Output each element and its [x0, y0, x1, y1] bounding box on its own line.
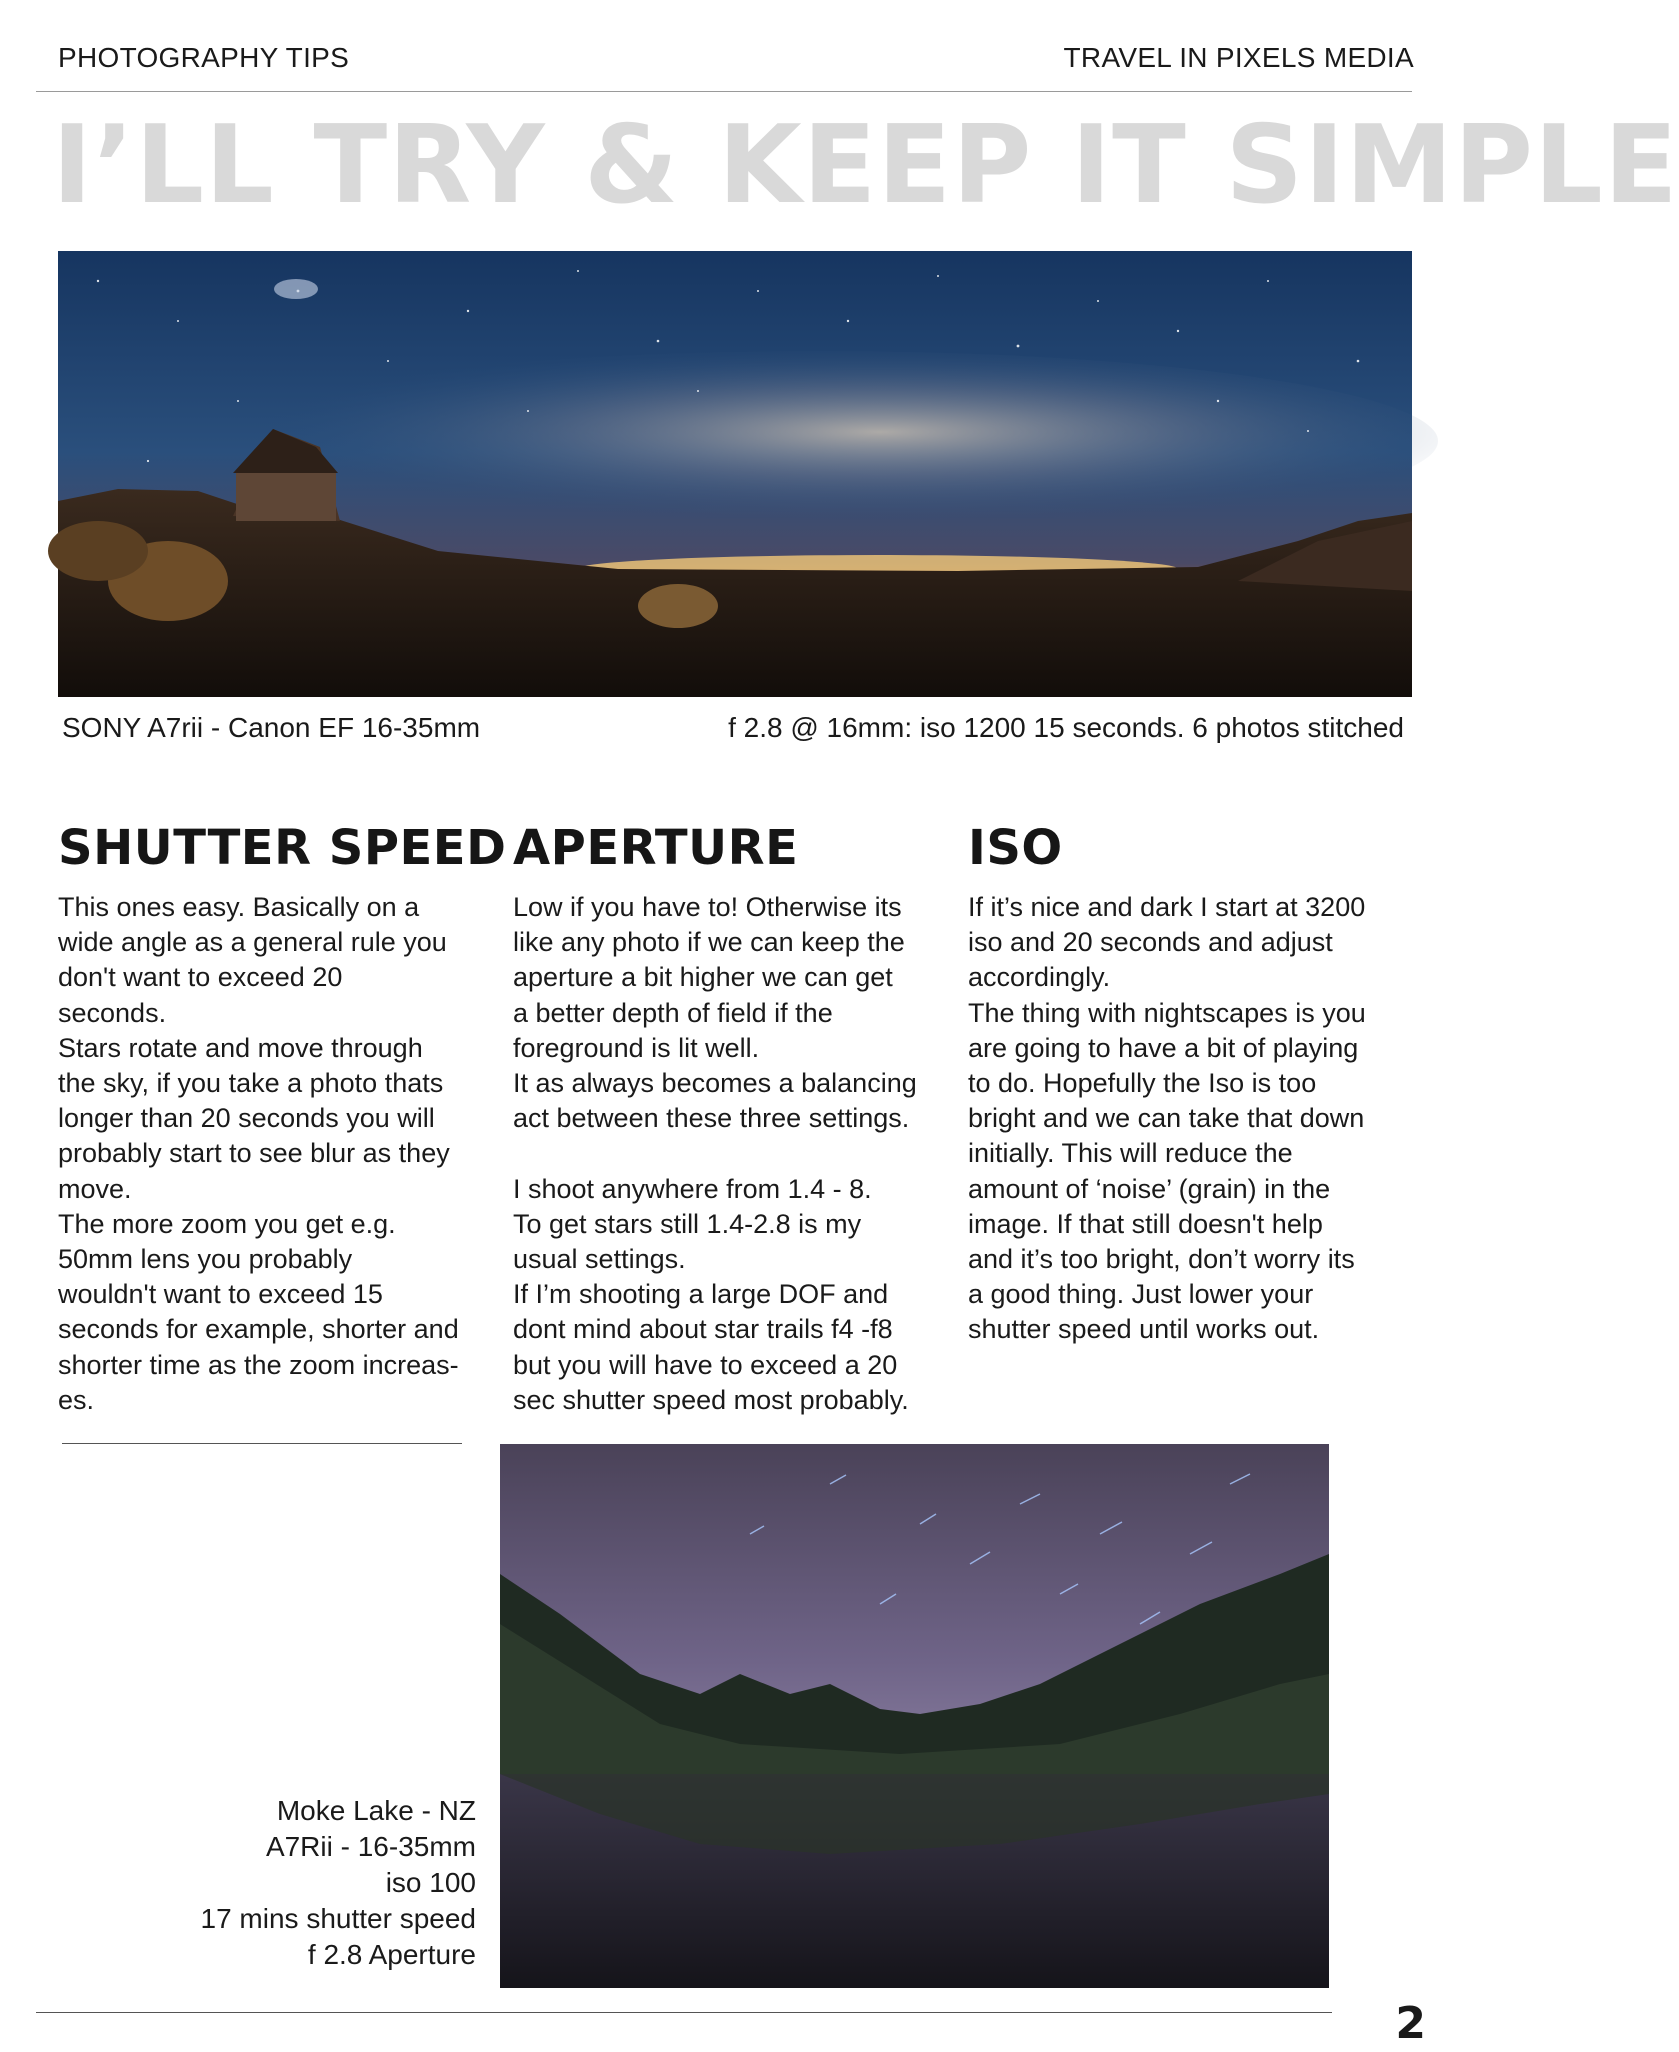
column-aperture — [513, 820, 953, 1418]
caption-line: iso 100 — [385, 1867, 476, 1898]
caption-line: f 2.8 Aperture — [307, 1939, 476, 1970]
moke-lake-photo — [500, 1444, 1329, 1988]
column-body: Low if you have to! Otherwise its like any photo if we can keep the aperture a bit higher we can get a better depth of field if the foreground is lit well. It as always becomes a balancing act between these three settings. I shoot anywhere from 1.4 - 8. To get stars still 1.4-2.8 is my usual settings. If I’m shooting a large DOF and dont mind about star trails f4 -f8 but you will have to exceed a 20 sec shutter speed most probably. — [513, 892, 917, 1415]
column-body: If it’s nice and dark I start at 3200 iso and 20 seconds and adjust accordingly. The thing with nightscapes is you are going to have a bit of playing to do. Hopefully the Iso is too bright and we can take that down initially. This will reduce the amount of ‘noise’ (grain) in the image. If that still doesn't help and it’s too bright, don’t worry its a good thing. Just lower your shutter speed until works out. — [968, 892, 1366, 1345]
caption-line: A7Rii - 16-35mm — [265, 1831, 476, 1862]
hero-night-panorama-photo — [58, 251, 1412, 697]
caption-line: 17 mins shutter speed — [200, 1903, 476, 1934]
caption-line: Moke Lake - NZ — [276, 1795, 476, 1826]
caption-divider — [62, 1443, 462, 1444]
header-divider — [36, 91, 1412, 92]
section-label: PHOTOGRAPHY TIPS — [58, 42, 350, 73]
publisher-label: TRAVEL IN PIXELS MEDIA — [1063, 42, 1414, 73]
hero-caption-settings: f 2.8 @ 16mm: iso 1200 15 seconds. 6 photos stitched — [728, 712, 1404, 743]
hero-caption-camera: SONY A7rii - Canon EF 16-35mm — [62, 712, 481, 743]
column-body: This ones easy. Basically on a wide angle as a general rule you don't want to exceed 20 seconds. Stars rotate and move through the sky, if you take a photo thats longer than 20 seconds you will probably start to see blur as they move. The more zoom you get e.g. 50mm lens you probably wouldn't want to exceed 15 seconds for example, shorter and shorter time as the zoom increas- es. — [58, 892, 459, 1415]
column-title: SHUTTER SPEED — [58, 820, 507, 876]
page-number: 2 — [1395, 1998, 1426, 2049]
lake-photo-caption — [201, 1793, 477, 1973]
column-title: ISO — [968, 820, 1063, 876]
column-shutter-speed — [58, 820, 507, 1418]
column-title: APERTURE — [513, 820, 799, 876]
page-headline: I’LL TRY & KEEP IT SIMPLE — [52, 103, 1679, 228]
column-iso — [968, 820, 1418, 1348]
footer-divider — [36, 2012, 1332, 2013]
